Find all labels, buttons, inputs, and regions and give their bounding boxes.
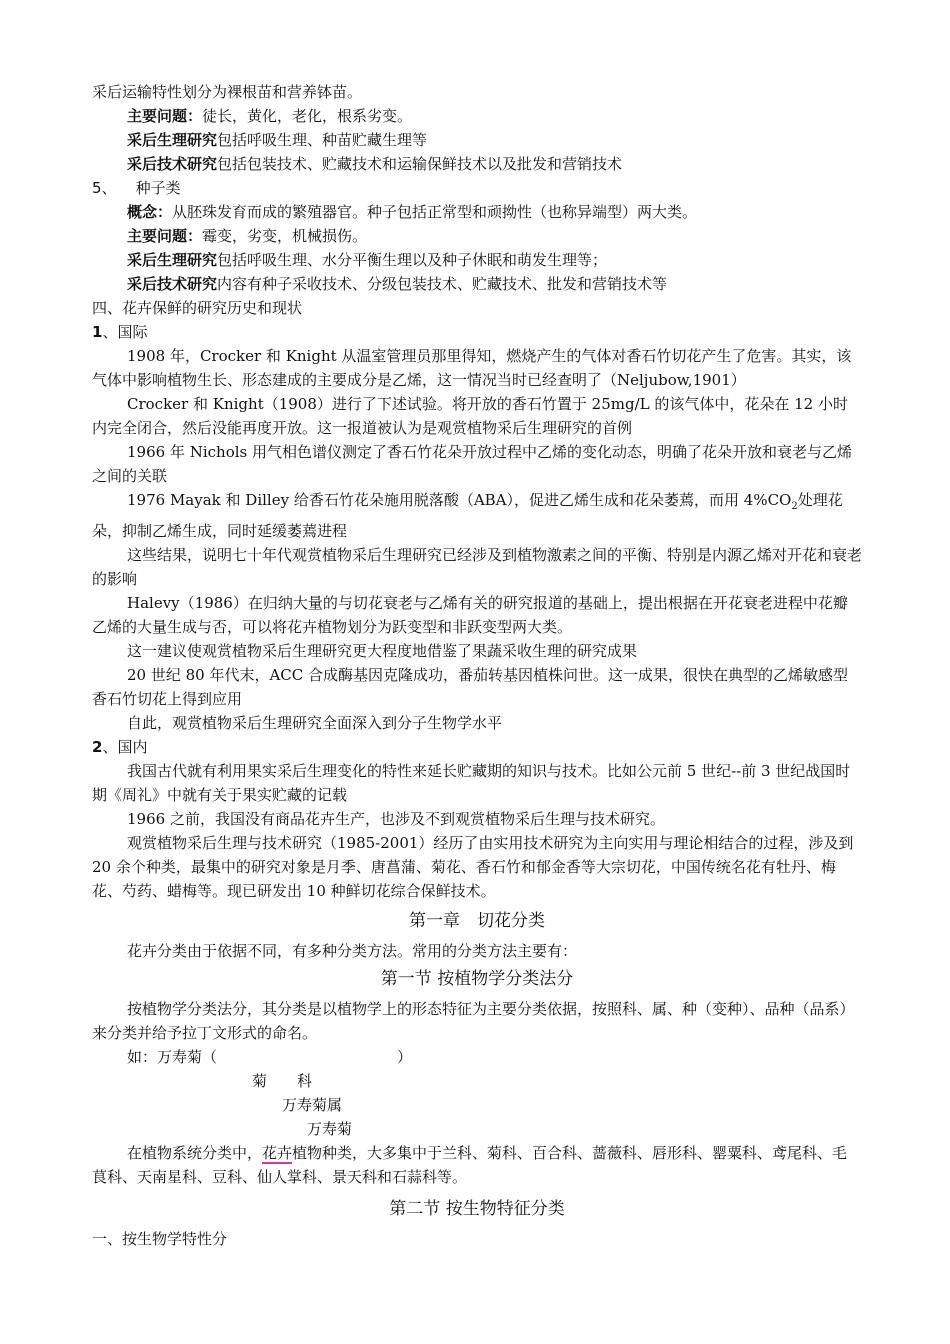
paragraph bbox=[92, 248, 862, 272]
paragraph: 1966 之前，我国没有商品花卉生产，也涉及不到观赏植物采后生理与技术研究。 bbox=[127, 810, 665, 828]
paragraph: 采后运输特性划分为裸根苗和营养钵苗。 bbox=[92, 83, 363, 101]
item-number: 1 bbox=[92, 323, 103, 341]
text: 种子类 bbox=[135, 179, 181, 197]
subheading: 一、按生物学特性分 bbox=[92, 1230, 228, 1248]
subscript: 2 bbox=[791, 501, 798, 512]
text: 从胚珠发育而成的繁殖器官。种子包括正常型和顽拗性（也称异端型）两大类。 bbox=[172, 203, 698, 221]
paragraph: 观赏植物采后生理与技术研究（1985-2001）经历了由实用技术研究为主向实用与理论相结合的过程，涉及到 20 余个种类，最集中的研究对象是月季、唐菖蒲、菊花、香石竹和郁金香等大宗切花，中国传统名花有牡丹、梅花、芍药、蜡梅等。现已研发出 10 种鲜切花综合保鲜技术。 bbox=[92, 834, 854, 900]
bold-label: 概念： bbox=[127, 203, 173, 221]
taxonomy-species: 万寿菊 bbox=[307, 1120, 353, 1138]
paragraph: 1908 年，Crocker 和 Knight 从温室管理员那里得知，燃烧产生的气体对香石竹切花产生了危害。其实，该气体中影响植物生长、形态建成的主要成分是乙烯，这一情况当时已经查明了（Neljubow,1901） bbox=[92, 347, 852, 389]
paragraph bbox=[92, 488, 862, 543]
heading-item bbox=[92, 176, 862, 200]
bold-label: 主要问题： bbox=[127, 107, 203, 125]
section-title: 第二节 按生物特征分类 bbox=[389, 1199, 565, 1219]
section-heading: 四、花卉保鲜的研究历史和现状 bbox=[92, 299, 303, 317]
item-number: 2 bbox=[92, 738, 103, 756]
text: 包括呼吸生理、种苗贮藏生理等 bbox=[217, 131, 428, 149]
paragraph: 自此，观赏植物采后生理研究全面深入到分子生物学水平 bbox=[127, 714, 503, 732]
paragraph: Halevy（1986）在归纳大量的与切花衰老与乙烯有关的研究报道的基础上，提出根据在开花衰老进程中花瓣乙烯的大量生成与否，可以将花卉植物划分为跃变型和非跃变型两大类。 bbox=[92, 594, 848, 636]
paragraph bbox=[92, 128, 862, 152]
text: 包括包装技术、贮藏技术和运输保鲜技术以及批发和营销技术 bbox=[217, 155, 623, 173]
paragraph: 我国古代就有利用果实采后生理变化的特性来延长贮藏期的知识与技术。比如公元前 5 世纪--前 3 世纪战国时期《周礼》中就有关于果实贮藏的记载 bbox=[92, 762, 851, 804]
paragraph bbox=[92, 152, 862, 176]
taxonomy-family: 菊 科 bbox=[252, 1072, 313, 1090]
bold-label: 采后生理研究 bbox=[127, 131, 218, 149]
text: 、国内 bbox=[102, 738, 148, 756]
bold-label: 主要问题： bbox=[127, 227, 203, 245]
subheading bbox=[92, 735, 862, 759]
paragraph: 这一建议使观赏植物采后生理研究更大程度地借鉴了果蔬采收生理的研究成果 bbox=[127, 642, 638, 660]
paragraph bbox=[92, 200, 862, 224]
text: 植物种类，大多集中于兰科、菊科、百合科、蔷薇科、唇形科、罂粟科、鸢尾科、毛茛科、天南星科、豆科、仙人掌科、景天科和石蒜科等。 bbox=[92, 1144, 848, 1186]
paragraph: Crocker 和 Knight（1908）进行了下述试验。将开放的香石竹置于 25mg/L 的该气体中，花朵在 12 小时内完全闭合，然后没能再度开放。这一报道被认为是观赏植物采后生理研究的首例 bbox=[92, 395, 848, 437]
text: 包括呼吸生理、水分平衡生理以及种子休眠和萌发生理等； bbox=[217, 251, 608, 269]
subheading bbox=[92, 320, 862, 344]
paragraph bbox=[92, 272, 862, 296]
paragraph: 花卉分类由于依据不同，有多种分类方法。常用的分类方法主要有： bbox=[127, 942, 578, 960]
paragraph: 如：万寿菊（ ） bbox=[127, 1048, 413, 1066]
text: 在植物系统分类中， bbox=[127, 1144, 263, 1162]
text: 1976 Mayak 和 Dilley 给香石竹花朵施用脱落酸（ABA），促进乙烯生成和花朵萎蔫，而用 4%CO bbox=[127, 491, 792, 509]
paragraph: 按植物学分类法分，其分类是以植物学上的形态特征为主要分类依据，按照科、属、种（变种）、品种（品系）来分类并给予拉丁文形式的命名。 bbox=[92, 1000, 855, 1042]
bold-label: 采后技术研究 bbox=[127, 275, 218, 293]
paragraph bbox=[92, 224, 862, 248]
item-number: 5、 bbox=[92, 179, 117, 197]
paragraph bbox=[92, 1141, 862, 1189]
paragraph: 1966 年 Nichols 用气相色谱仪测定了香石竹花朵开放过程中乙烯的变化动态，明确了花朵开放和衰老与乙烯之间的关联 bbox=[92, 443, 852, 485]
taxonomy-genus: 万寿菊属 bbox=[282, 1096, 343, 1114]
bold-label: 采后技术研究 bbox=[127, 155, 218, 173]
section-title: 第一节 按植物学分类法分 bbox=[380, 969, 574, 989]
text: 徒长，黄化，老化，根系劣变。 bbox=[202, 107, 413, 125]
paragraph: 这些结果，说明七十年代观赏植物采后生理研究已经涉及到植物激素之间的平衡、特别是内源乙烯对开花和衰老的影响 bbox=[92, 546, 863, 588]
text: 内容有种子采收技术、分级包装技术、贮藏技术、批发和营销技术等 bbox=[217, 275, 668, 293]
paragraph bbox=[92, 104, 862, 128]
spellcheck-underline: 花卉 bbox=[262, 1144, 293, 1162]
text: 处理花朵，抑制乙烯生成，同时延缓萎蔫进程 bbox=[92, 491, 843, 540]
document-page bbox=[92, 80, 862, 1251]
text: 霉变，劣变，机械损伤。 bbox=[202, 227, 368, 245]
paragraph: 20 世纪 80 年代末，ACC 合成酶基因克隆成功，番茄转基因植株问世。这一成果，很快在典型的乙烯敏感型香石竹切花上得到应用 bbox=[92, 666, 849, 708]
bold-label: 采后生理研究 bbox=[127, 251, 218, 269]
text: 、国际 bbox=[102, 323, 148, 341]
chapter-title: 第一章 切花分类 bbox=[409, 911, 545, 931]
